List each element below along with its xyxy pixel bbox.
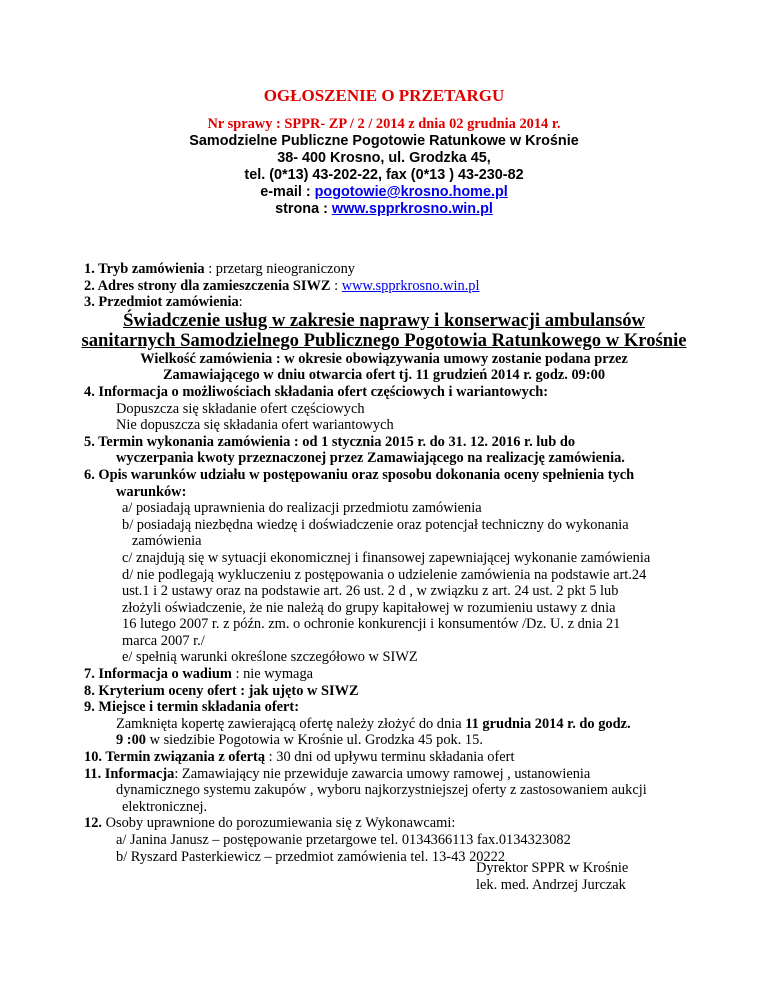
item-2-link[interactable]: www.spprkrosno.win.pl: [341, 277, 480, 294]
item-6-e: e/ spełnią warunki określone szczegółowo w SIWZ: [122, 649, 418, 666]
items-list: [81, 261, 687, 865]
item-9-date: 11 grudnia 2014 r. do godz.: [465, 715, 631, 732]
item-6-line-2: warunków:: [116, 483, 187, 500]
item-9: 9. Miejsce i termin składania ofert:: [84, 699, 300, 716]
subject-line-2: sanitarnych Samodzielnego Publicznego Pogotowia Ratunkowego w Krośnie: [81, 329, 687, 351]
item-12-text: Osoby uprawnione do porozumiewania się z Wykonawcami:: [102, 815, 456, 832]
item-6-d-line-3: złożyli oświadczenie, że nie należą do grupy kapitałowej w rozumieniu ustawy z dnia: [122, 599, 616, 616]
item-5-line-1: 5. Termin wykonania zamówienia : od 1 stycznia 2015 r. do 31. 12. 2016 r. lub do: [84, 433, 576, 450]
item-9-line-2-text: w siedzibie Pogotowia w Krośnie ul. Grodzka 45 pok. 15.: [145, 732, 483, 749]
item-11-label: 11. Informacja: [84, 765, 175, 782]
item-9-line-2: [84, 732, 684, 749]
item-11: [84, 766, 684, 783]
item-6-c: c/ znajdują się w sytuacji ekonomicznej i finansowej zapewniającej wykonanie zamówienia: [122, 549, 651, 566]
item-1-text: : przetarg nieograniczony: [204, 261, 355, 277]
item-12-b: b/ Ryszard Pasterkiewicz – przedmiot zamówienia tel. 13-43 20222: [116, 848, 506, 865]
item-3-sep: :: [238, 294, 243, 311]
item-11-text: : Zamawiający nie przewiduje zawarcia umowy ramowej , ustanowienia: [174, 765, 591, 782]
signature-title: Dyrektor SPPR w Krośnie: [476, 860, 629, 876]
item-5-line-2: wyczerpania kwoty przeznaczonej przez Zamawiającego na realizację zamówienia.: [116, 450, 625, 467]
email-label: e-mail :: [260, 184, 315, 200]
organization-email-line: [0, 184, 768, 201]
item-6-b-line-2: zamówienia: [132, 533, 202, 550]
item-9-hour: 9 :00: [116, 732, 146, 749]
item-1-label: 1. Tryb zamówienia: [84, 261, 205, 277]
item-4: 4. Informacja o możliwościach składania ofert częściowych i wariantowych:: [84, 383, 549, 400]
organization-name: Samodzielne Publiczne Pogotowie Ratunkowe w Krośnie: [189, 133, 579, 149]
signature-block: [476, 860, 628, 894]
item-12-a: a/ Janina Janusz – postępowanie przetargowe tel. 0134366113 fax.0134323082: [116, 832, 571, 848]
item-8: 8. Kryterium oceny ofert : jak ujęto w SIWZ: [84, 682, 359, 699]
item-7: [84, 666, 684, 683]
item-9-line-1-text: Zamknięta kopertę zawierającą ofertę należy złożyć do dnia: [116, 715, 466, 732]
page-title: OGŁOSZENIE O PRZETARGU: [263, 86, 505, 105]
email-link[interactable]: pogotowie@krosno.home.pl: [314, 184, 508, 200]
item-12: [84, 815, 684, 832]
item-10-text: : 30 dni od upływu terminu składania ofert: [265, 749, 515, 766]
organization-web-line: [0, 201, 768, 218]
organization-phone: tel. (0*13) 43-202-22, fax (0*13 ) 43-230-82: [244, 167, 524, 183]
item-6-b-line-1: b/ posiadają niezbędna wiedzę i doświadczenie oraz potencjał techniczny do wykonania: [122, 516, 629, 533]
item-6-d-line-2: ust.1 i 2 ustawy oraz na podstawie art. 26 ust. 2 d , w związku z art. 24 ust. 2 pkt 5 lub: [122, 583, 619, 600]
item-3-label: 3. Przedmiot zamówienia: [84, 294, 239, 311]
order-size-line-2: Zamawiającego w dniu otwarcia ofert tj. 11 grudzień 2014 r. godz. 09:00: [162, 367, 606, 384]
item-6-d-line-4: 16 lutego 2007 r. z późn. zm. o ochronie konkurencji i konsumentów /Dz. U. z dnia 21: [122, 616, 621, 633]
item-7-label: 7. Informacja o wadium: [84, 666, 232, 683]
item-2: [84, 278, 684, 295]
item-10: [84, 749, 684, 766]
case-number: Nr sprawy : SPPR- ZP / 2 / 2014 z dnia 02 grudnia 2014 r.: [207, 116, 561, 132]
item-11-line-2: dynamicznego systemu zakupów , wyboru najkorzystniejszej oferty z zastosowaniem aukcji: [116, 782, 647, 799]
item-3: [84, 294, 684, 311]
item-1: [84, 261, 684, 278]
item-11-line-3: elektronicznej.: [122, 798, 208, 815]
web-label: strona :: [275, 201, 332, 217]
item-10-label: 10. Termin związania z ofertą: [84, 749, 266, 766]
web-link[interactable]: www.spprkrosno.win.pl: [331, 201, 493, 217]
item-4-a: Dopuszcza się składanie ofert częściowych: [116, 400, 365, 417]
item-9-line-1: [84, 716, 684, 733]
signature-name: lek. med. Andrzej Jurczak: [476, 877, 626, 893]
item-2-label: 2. Adres strony dla zamieszczenia SIWZ: [84, 277, 331, 294]
item-6-line-1: 6. Opis warunków udziału w postępowaniu oraz sposobu dokonania oceny spełnienia tych: [84, 466, 635, 483]
item-6-d-line-1: d/ nie podlegają wykluczeniu z postępowania o udzielenie zamówienia na podstawie art.24: [122, 566, 647, 583]
item-4-b: Nie dopuszcza się składania ofert wariantowych: [116, 417, 394, 434]
subject-line-1: Świadczenie usług w zakresie naprawy i konserwacji ambulansów: [123, 309, 645, 331]
order-size-line-1: Wielkość zamówienia : w okresie obowiązywania umowy zostanie podana przez: [140, 350, 628, 367]
item-7-text: : nie wymaga: [231, 666, 314, 683]
item-2-sep: :: [330, 277, 342, 294]
item-6-a: a/ posiadają uprawnienia do realizacji przedmiotu zamówienia: [122, 500, 482, 517]
item-12-label: 12.: [84, 815, 102, 832]
organization-address: 38- 400 Krosno, ul. Grodzka 45,: [277, 150, 491, 166]
item-6-d-line-5: marca 2007 r./: [122, 632, 205, 649]
